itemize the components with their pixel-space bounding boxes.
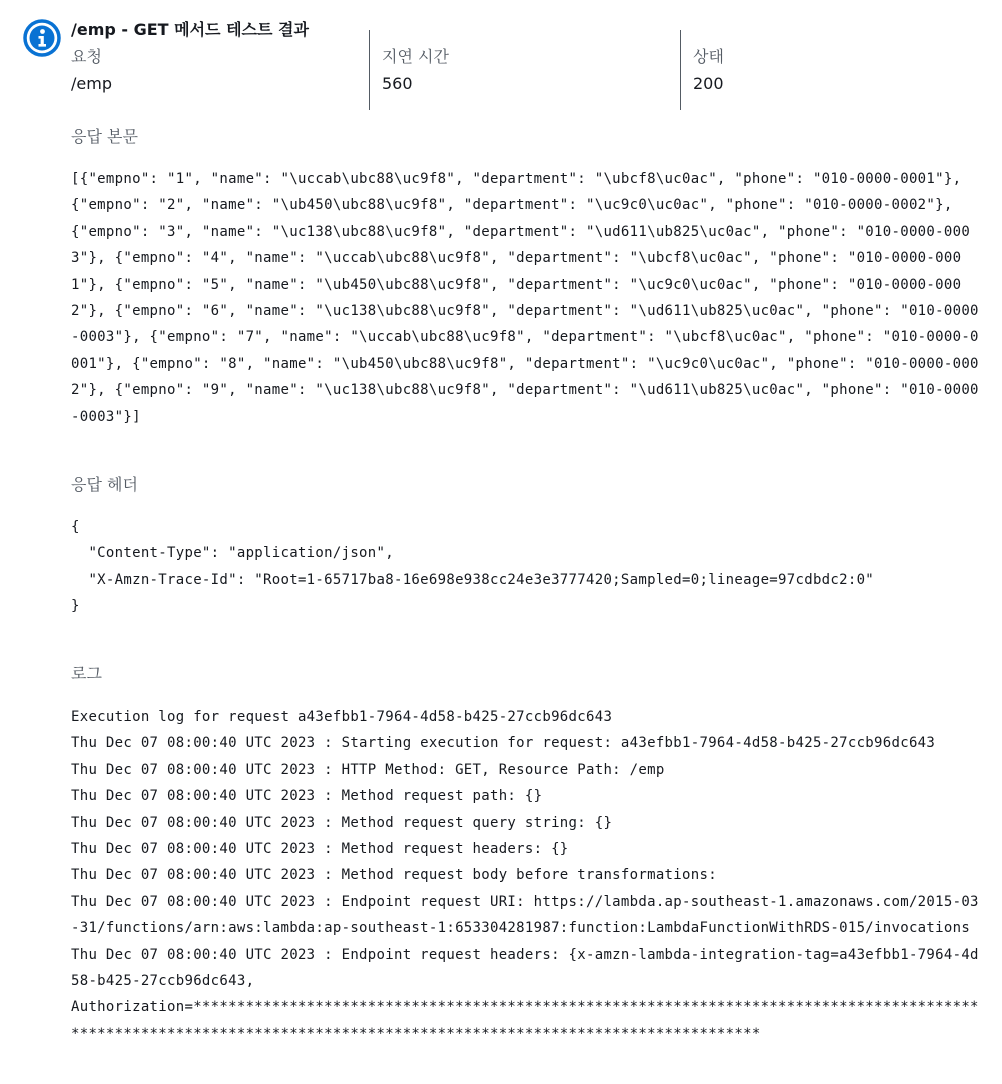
latency-column (369, 30, 681, 110)
logs-content: Execution log for request a43efbb1-7964-4d58-b425-27ccb96dc643 Thu Dec 07 08:00:40 UTC 2023 : Starting execution for request: a43efbb1-7964-4d58-b425-27ccb96dc643 Thu Dec 07 08:00:40 UTC 2023 : HTTP Method: GET, Resource Path: /emp Thu Dec 07 08:00:40 UTC 2023 : Method request path: {} Thu Dec 07 08:00:40 UTC 2023 : Method request query string: {} Thu Dec 07 08:00:40 UTC 2023 : Method request headers: {} Thu Dec 07 08:00:40 UTC 2023 : Method request body before transformations: Thu Dec 07 08:00:40 UTC 2023 : Endpoint request URI: https://lambda.ap-southeast-1.amazonaws.com/2015-03-31/functions/arn:aws:lambda:ap-southeast-1:653304281987:function:LambdaFunctionWithRDS-015/invocations Thu Dec 07 08:00:40 UTC 2023 : Endpoint request headers: {x-amzn-lambda-integration-tag=a43efbb1-7964-4d58-b425-27ccb96dc643, Authorization=************************************************************************************************************************************************************************* (71, 709, 979, 1042)
request-column (71, 30, 369, 110)
page-title: /emp - GET 메서드 테스트 결과 (71, 20, 309, 39)
status-label: 상태 (693, 47, 724, 66)
response-body-content: [{"empno": "1", "name": "\uccab\ubc88\uc9f8", "department": "\ubcf8\uc0ac", "phone": "010-0000-0001"}, {"empno": "2", "name": "\ub450\ubc88\uc9f8", "department": "\uc9c0\uc0ac", "phone": "010-0000-0002"}, {"empno": "3", "name": "\uc138\ubc88\uc9f8", "department": "\ud611\ub825\uc0ac", "phone": "010-0000-0003"}, {"empno": "4", "name": "\uccab\ubc88\uc9f8", "department": "\ubcf8\uc0ac", "phone": "010-0000-0001"}, {"empno": "5", "name": "\ub450\ubc88\uc9f8", "department": "\uc9c0\uc0ac", "phone": "010-0000-0002"}, {"empno": "6", "name": "\uc138\ubc88\uc9f8", "department": "\ud611\ub825\uc0ac", "phone": "010-0000-0003"}, {"empno": "7", "name": "\uccab\ubc88\uc9f8", "department": "\ubcf8\uc0ac", "phone": "010-0000-0001"}, {"empno": "8", "name": "\ub450\ubc88\uc9f8", "department": "\uc9c0\uc0ac", "phone": "010-0000-0002"}, {"empno": "9", "name": "\uc138\ubc88\uc9f8", "department": "\ud611\ub825\uc0ac", "phone": "010-0000-0003"}] (71, 171, 979, 425)
response-body-label: 응답 본문 (71, 127, 138, 146)
info-icon (22, 18, 62, 58)
request-value: /emp (71, 74, 112, 93)
response-headers-label: 응답 헤더 (71, 475, 138, 494)
latency-label: 지연 시간 (382, 47, 449, 66)
result-summary (71, 30, 991, 110)
status-column (680, 30, 981, 110)
request-label: 요청 (71, 47, 102, 66)
status-value: 200 (693, 74, 724, 93)
latency-value: 560 (382, 74, 413, 93)
response-headers-content: { "Content-Type": "application/json", "X-Amzn-Trace-Id": "Root=1-65717ba8-16e698e938cc24e3e3777420;Sampled=0;lineage=97cdbdc2:0" } (71, 519, 875, 615)
logs-label: 로그 (71, 664, 102, 683)
